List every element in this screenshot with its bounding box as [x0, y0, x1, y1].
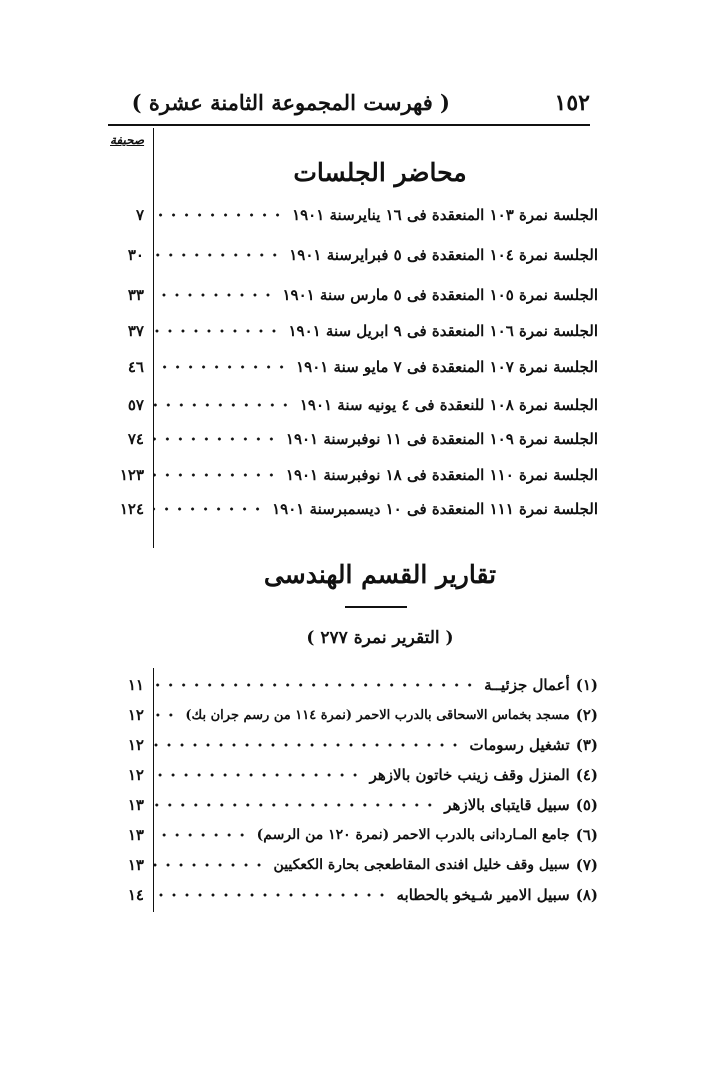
page-column-label: صحيفة: [110, 133, 145, 147]
page-ref: ١٤: [127, 886, 144, 904]
dot-leader: [154, 358, 288, 376]
entry-text: الجلسة نمرة ١٠٨ للنعقدة فى ٤ يونيه سنة ١٩٠١: [299, 396, 598, 414]
report-subtitle: ( التقرير نمرة ٢٧٧ ): [306, 628, 454, 648]
toc-row: [108, 352, 598, 382]
entry-text: أعمال جزئيــة: [484, 676, 570, 694]
dot-leader: [154, 430, 278, 448]
page-header: [130, 90, 590, 124]
page-ref: ١٢٣: [119, 466, 144, 484]
entry-text: تشغيل رسومات: [469, 736, 570, 754]
toc-row: [108, 316, 598, 346]
toc-row: [108, 730, 598, 760]
item-number: (٣): [575, 736, 598, 754]
page-ref: ٧: [135, 206, 144, 224]
item-number: (٤): [575, 766, 598, 784]
toc-row: [108, 424, 598, 454]
dot-leader: [154, 466, 278, 484]
dot-leader: [154, 286, 274, 304]
page-ref: ٥٧: [127, 396, 144, 414]
entry-text: الجلسة نمرة ١٠٥ المنعقدة فى ٥ مارس سنة ١٩٠١: [282, 286, 598, 304]
dot-leader: [154, 736, 462, 754]
dot-leader: [154, 500, 264, 518]
item-number: (٧): [575, 856, 598, 874]
page-ref: ٣٧: [127, 322, 144, 340]
entry-text: جامع المـاردانى بالدرب الاحمر (نمرة ١٢٠ من الرسم): [256, 827, 570, 843]
dot-leader: [154, 826, 249, 844]
page-ref: ٧٤: [127, 430, 144, 448]
page-ref: ١٣: [127, 826, 144, 844]
dot-leader: [154, 856, 266, 874]
entry-text: سبيل الامير شـيخو بالحطابه: [396, 886, 570, 904]
running-title: ( فهرست المجموعة الثامنة عشرة ): [131, 90, 450, 115]
toc-row: [108, 760, 598, 790]
item-number: (٨): [575, 886, 598, 904]
entry-text: الجلسة نمرة ١٠٣ المنعقدة فى ١٦ ينايرسنة ١٩٠١: [292, 206, 598, 224]
page-ref: ١٣: [127, 856, 144, 874]
dot-leader: [154, 706, 177, 724]
toc-row: [108, 240, 598, 270]
toc-row: [108, 850, 598, 880]
section-title: محاضر الجلسات: [293, 158, 467, 187]
item-number: (٥): [575, 796, 598, 814]
entry-text: سبيل قايتباى بالازهر: [444, 796, 570, 814]
toc-row: [108, 280, 598, 310]
dot-leader: [154, 676, 476, 694]
page-ref: ١٢: [127, 766, 144, 784]
page-ref: ١٢٤: [119, 500, 144, 518]
toc-row: [108, 200, 598, 230]
toc-row: [108, 820, 598, 850]
entry-text: سبيل وقف خليل افندى المقاطعجى بحارة الكعكيين: [273, 857, 570, 873]
toc-row: [108, 790, 598, 820]
entry-text: الجلسة نمرة ١٠٩ المنعقدة فى ١١ نوفبرسنة ١٩٠١: [285, 430, 598, 448]
entry-text: مسجد بخماس الاسحاقى بالدرب الاحمر (نمرة ١١٤ من رسم جران بك): [185, 707, 570, 723]
header-rule: [108, 124, 590, 126]
dot-leader: [154, 796, 436, 814]
toc-row: [108, 390, 598, 420]
toc-row: [108, 460, 598, 490]
section-title: تقارير القسم الهندسى: [263, 560, 497, 589]
entry-text: الجلسة نمرة ١٠٤ المنعقدة فى ٥ فبرايرسنة ١٩٠١: [289, 246, 598, 264]
section-divider: [345, 606, 407, 608]
entry-text: المنزل وقف زينب خاتون بالازهر: [369, 766, 570, 784]
entry-text: الجلسة نمرة ١٠٧ المنعقدة فى ٧ مايو سنة ١٩٠١: [296, 358, 598, 376]
entry-text: الجلسة نمرة ١٠٦ المنعقدة فى ٩ ابريل سنة ١٩٠١: [288, 322, 598, 340]
dot-leader: [154, 322, 280, 340]
toc-row: [108, 494, 598, 524]
toc-row: [108, 700, 598, 730]
toc-row: [108, 880, 598, 910]
entry-text: الجلسة نمرة ١١٠ المنعقدة فى ١٨ نوفبرسنة ١٩٠١: [285, 466, 598, 484]
dot-leader: [154, 766, 362, 784]
page-ref: ١٣: [127, 796, 144, 814]
page-ref: ٣٠: [127, 246, 144, 264]
dot-leader: [154, 206, 284, 224]
dot-leader: [154, 396, 292, 414]
page-number: ١٥٢: [554, 90, 590, 116]
page-ref: ١٢: [127, 736, 144, 754]
item-number: (٦): [575, 826, 598, 844]
item-number: (٢): [575, 706, 598, 724]
page-ref: ١١: [127, 676, 144, 694]
toc-row: [108, 670, 598, 700]
dot-leader: [154, 886, 389, 904]
item-number: (١): [575, 676, 598, 694]
entry-text: الجلسة نمرة ١١١ المنعقدة فى ١٠ ديسمبرسنة ١٩٠١: [272, 500, 598, 518]
page-ref: ١٢: [127, 706, 144, 724]
dot-leader: [154, 246, 281, 264]
page-ref: ٣٣: [127, 286, 144, 304]
page-ref: ٤٦: [127, 358, 144, 376]
